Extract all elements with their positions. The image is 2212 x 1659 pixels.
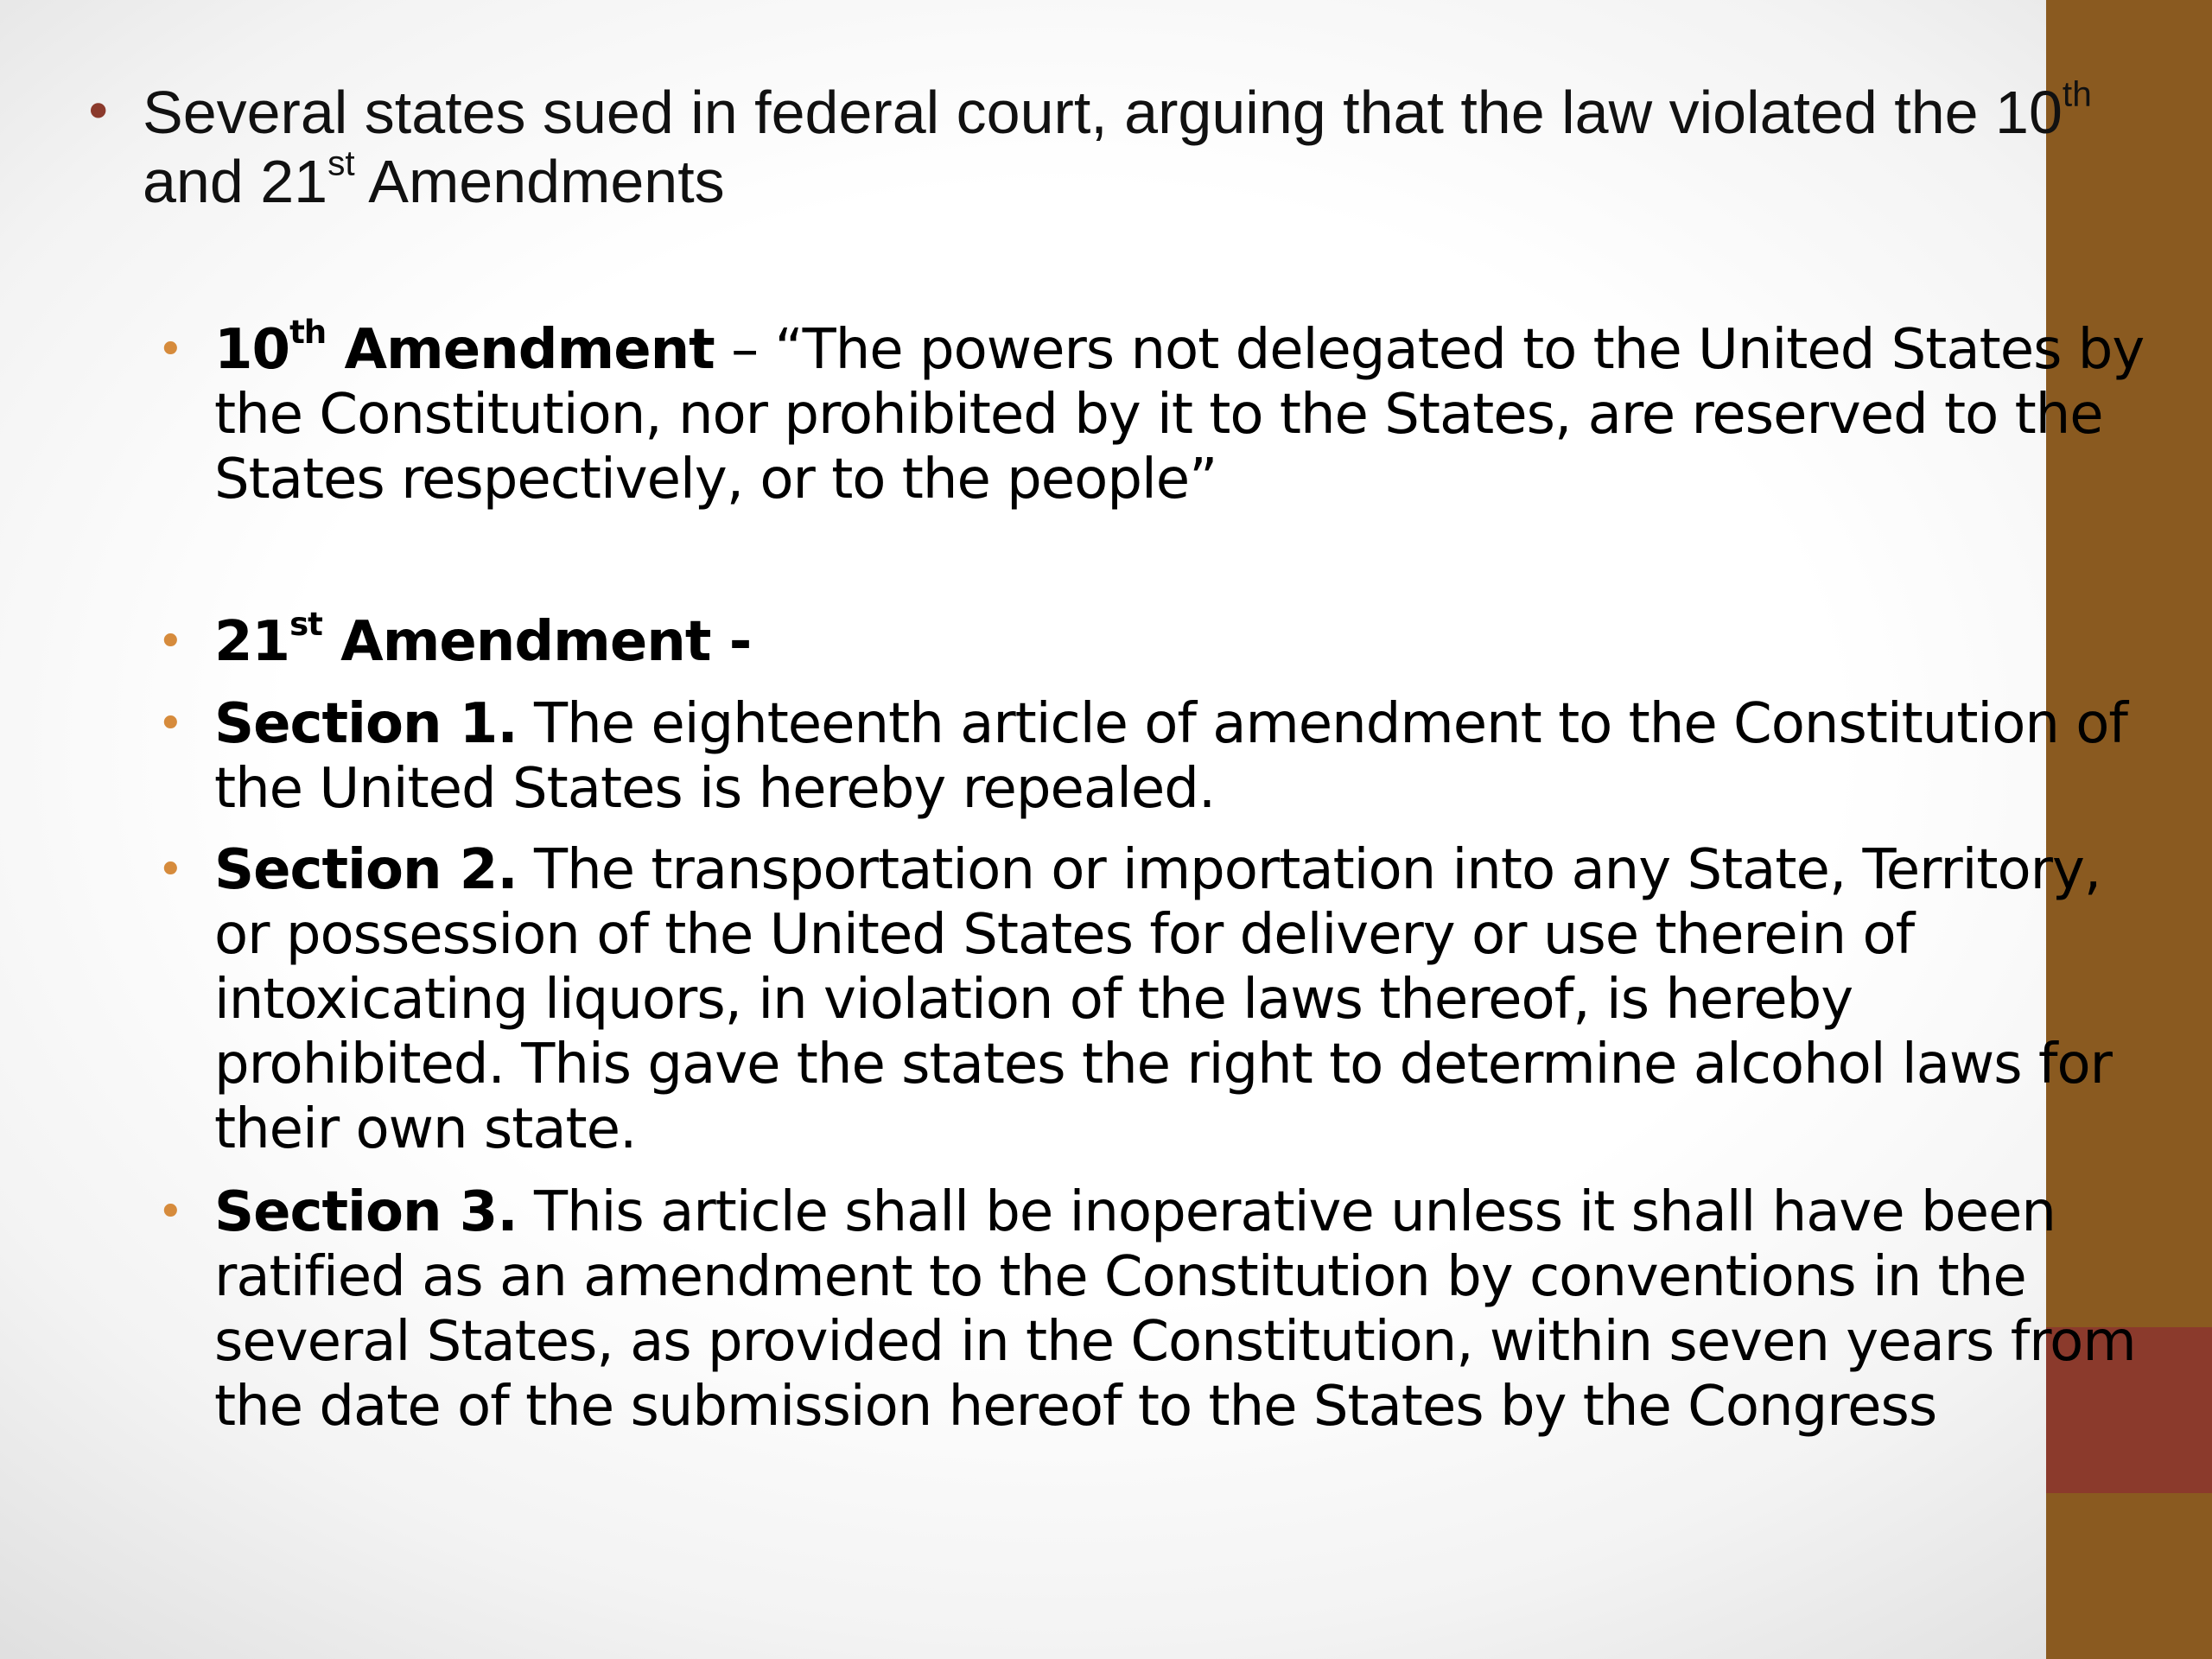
intro-sup-b: st — [327, 143, 355, 183]
twentyfirst-amendment-label — [214, 606, 752, 674]
section-1-text: The eighteenth article of amendment to the Constitution of the United States is hereby repealed. — [214, 692, 2127, 821]
section-1-bullet — [214, 692, 2158, 822]
section-3-bullet — [214, 1180, 2158, 1440]
tenth-label: Amendment — [326, 318, 715, 382]
tenth-amendment-text: – “The powers not delegated to the United States by the Constitution, nor prohibited by it to the States, are reserved to the States respectively, or to the people” — [214, 318, 2145, 512]
section-1-label: Section 1. — [214, 692, 518, 756]
twentyfirst-sup: st — [289, 606, 322, 644]
section-3-text: This article shall be inoperative unless it shall have been ratified as an amendment to the Constitution by conventions in the several States, as provided in the Constitution, within seven years from the date of the submission hereof to the States by the Congress — [214, 1180, 2136, 1439]
tenth-amendment-label — [214, 314, 715, 382]
tenth-amendment-bullet — [214, 314, 2158, 512]
intro-text-c: Amendments — [354, 148, 725, 215]
bullet-icon: • — [157, 616, 184, 668]
bullet-icon: • — [157, 1186, 184, 1238]
twentyfirst-label: Amendment - — [321, 610, 752, 674]
bullet-icon: • — [157, 324, 184, 376]
intro-sup-a: th — [2062, 73, 2092, 114]
section-2-bullet — [214, 838, 2158, 1162]
section-3-label: Section 3. — [214, 1180, 518, 1244]
intro-bullet-text — [143, 73, 2130, 216]
twentyfirst-amendment-bullet — [214, 606, 2158, 675]
section-2-text: The transportation or importation into any State, Territory, or possession of the United States for delivery or use therein of intoxicating liquors, in violation of the laws thereof, is hereby prohibited. This gave the states the right to determine alcohol laws for their own state. — [214, 838, 2112, 1161]
intro-text-b: and 21 — [143, 148, 328, 215]
intro-text-a: Several states sued in federal court, arguing that the law violated the 10 — [143, 79, 2063, 146]
tenth-sup: th — [289, 314, 327, 352]
section-2-label: Section 2. — [214, 838, 518, 902]
bullet-icon: • — [157, 844, 184, 896]
twentyfirst-num: 21 — [214, 610, 290, 674]
bullet-icon: • — [157, 698, 184, 750]
bullet-icon: • — [83, 82, 114, 143]
tenth-num: 10 — [214, 318, 290, 382]
